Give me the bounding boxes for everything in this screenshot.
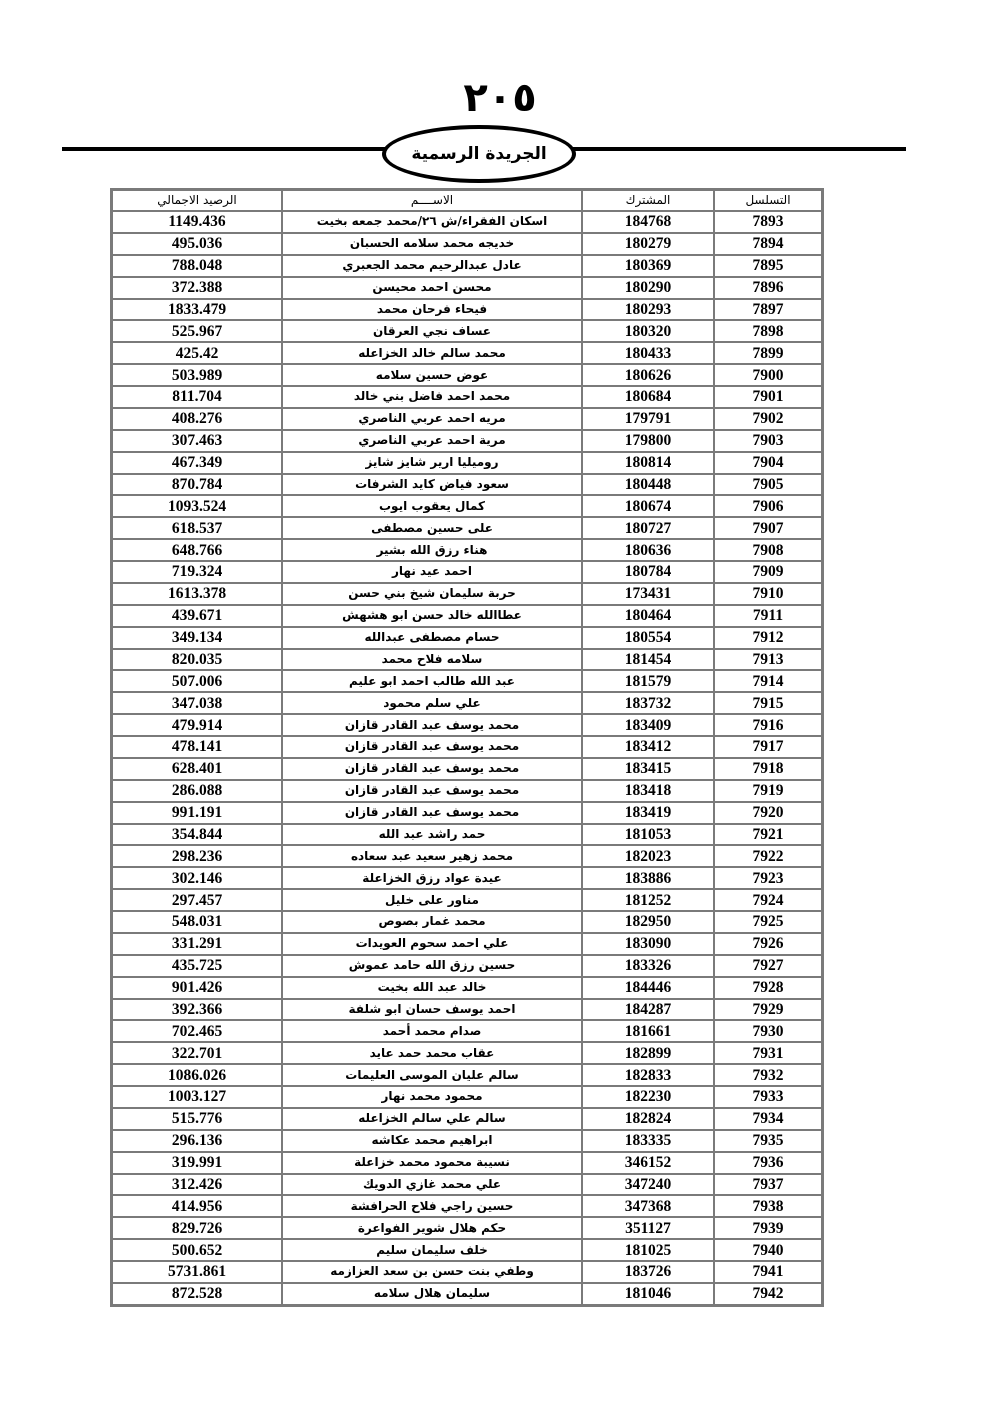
balance-cell: 788.048 bbox=[112, 255, 282, 277]
table-row bbox=[112, 692, 822, 714]
name-cell: احمد يوسف حسان ابو شلفة bbox=[282, 999, 582, 1021]
balance-cell: 354.844 bbox=[112, 824, 282, 846]
table-row bbox=[112, 408, 822, 430]
balance-cell: 467.349 bbox=[112, 452, 282, 474]
name-cell: محمد يوسف عبد القادر قازان bbox=[282, 736, 582, 758]
balance-cell: 1003.127 bbox=[112, 1086, 282, 1108]
table-row bbox=[112, 670, 822, 692]
name-cell: سلامه فلاح محمد bbox=[282, 649, 582, 671]
serial-cell: 7897 bbox=[714, 299, 822, 321]
name-cell: على حسين مصطفى bbox=[282, 517, 582, 539]
serial-cell: 7936 bbox=[714, 1152, 822, 1174]
name-cell: عساف نجي العرقان bbox=[282, 320, 582, 342]
balance-cell: 1149.436 bbox=[112, 211, 282, 233]
balance-cell: 618.537 bbox=[112, 517, 282, 539]
name-cell: نسيبة محمود محمد خزاعلة bbox=[282, 1152, 582, 1174]
name-cell: سعود فياض كايد الشرفات bbox=[282, 474, 582, 496]
subscriber-cell: 180684 bbox=[582, 386, 714, 408]
subscriber-cell: 181252 bbox=[582, 889, 714, 911]
serial-cell: 7930 bbox=[714, 1020, 822, 1042]
name-cell: فيحاء فرحان محمد bbox=[282, 299, 582, 321]
balance-cell: 991.191 bbox=[112, 802, 282, 824]
serial-cell: 7926 bbox=[714, 933, 822, 955]
table-row bbox=[112, 1195, 822, 1217]
table-row bbox=[112, 911, 822, 933]
balance-cell: 628.401 bbox=[112, 758, 282, 780]
table-body bbox=[112, 211, 822, 1305]
subscriber-cell: 184768 bbox=[582, 211, 714, 233]
subscriber-cell: 180279 bbox=[582, 233, 714, 255]
serial-cell: 7908 bbox=[714, 539, 822, 561]
subscriber-cell: 347368 bbox=[582, 1195, 714, 1217]
name-cell: اسكان الفقراء/ش ٢٦/محمد جمعه بخيت bbox=[282, 211, 582, 233]
balance-cell: 1093.524 bbox=[112, 495, 282, 517]
name-cell: حربة سليمان شيخ بني حسن bbox=[282, 583, 582, 605]
serial-cell: 7931 bbox=[714, 1042, 822, 1064]
balance-cell: 500.652 bbox=[112, 1239, 282, 1261]
name-cell: عطاالله خالد حسن ابو هشهش bbox=[282, 605, 582, 627]
balance-cell: 1086.026 bbox=[112, 1064, 282, 1086]
serial-cell: 7919 bbox=[714, 780, 822, 802]
table-row bbox=[112, 430, 822, 452]
serial-cell: 7918 bbox=[714, 758, 822, 780]
name-cell: حسين رزق الله حامد عموش bbox=[282, 955, 582, 977]
serial-cell: 7916 bbox=[714, 714, 822, 736]
table-row bbox=[112, 583, 822, 605]
subscriber-cell: 182023 bbox=[582, 845, 714, 867]
table-row bbox=[112, 474, 822, 496]
subscriber-cell: 182833 bbox=[582, 1064, 714, 1086]
balance-cell: 349.134 bbox=[112, 627, 282, 649]
subscriber-cell: 182824 bbox=[582, 1108, 714, 1130]
balance-cell: 5731.861 bbox=[112, 1261, 282, 1283]
name-cell: محمد سالم خالد الخزاعله bbox=[282, 342, 582, 364]
serial-cell: 7909 bbox=[714, 561, 822, 583]
subscriber-cell: 180636 bbox=[582, 539, 714, 561]
name-cell: عيدة عواد رزق الخزاعلة bbox=[282, 867, 582, 889]
table-row bbox=[112, 561, 822, 583]
table-row bbox=[112, 1239, 822, 1261]
balance-cell: 298.236 bbox=[112, 845, 282, 867]
name-cell: عادل عبدالرحيم محمد الجعبري bbox=[282, 255, 582, 277]
name-cell: كمال يعقوب ايوب bbox=[282, 495, 582, 517]
serial-cell: 7928 bbox=[714, 977, 822, 999]
balance-cell: 296.136 bbox=[112, 1130, 282, 1152]
balance-cell: 286.088 bbox=[112, 780, 282, 802]
table-row bbox=[112, 802, 822, 824]
subscriber-cell: 180290 bbox=[582, 277, 714, 299]
table-row bbox=[112, 539, 822, 561]
serial-cell: 7939 bbox=[714, 1217, 822, 1239]
name-cell: مرية احمد عربي الناصري bbox=[282, 430, 582, 452]
name-cell: عوض حسين سلامه bbox=[282, 364, 582, 386]
subscriber-cell: 183732 bbox=[582, 692, 714, 714]
name-cell: محمد يوسف عبد القادر قازان bbox=[282, 714, 582, 736]
serial-cell: 7906 bbox=[714, 495, 822, 517]
table-row bbox=[112, 320, 822, 342]
balance-cell: 372.388 bbox=[112, 277, 282, 299]
table-row bbox=[112, 452, 822, 474]
name-cell: حمد راشد عبد الله bbox=[282, 824, 582, 846]
serial-cell: 7925 bbox=[714, 911, 822, 933]
table-row bbox=[112, 1108, 822, 1130]
table-row bbox=[112, 758, 822, 780]
serial-cell: 7927 bbox=[714, 955, 822, 977]
balance-cell: 392.366 bbox=[112, 999, 282, 1021]
table-row bbox=[112, 1261, 822, 1283]
table-row bbox=[112, 824, 822, 846]
publication-title: الجريدة الرسمية bbox=[411, 144, 547, 164]
table-row bbox=[112, 649, 822, 671]
name-cell: حسين راجي فلاح الحرافشة bbox=[282, 1195, 582, 1217]
subscriber-cell: 180433 bbox=[582, 342, 714, 364]
subscriber-cell: 351127 bbox=[582, 1217, 714, 1239]
balance-cell: 319.991 bbox=[112, 1152, 282, 1174]
serial-cell: 7917 bbox=[714, 736, 822, 758]
name-cell: علي سلم محمود bbox=[282, 692, 582, 714]
balance-cell: 870.784 bbox=[112, 474, 282, 496]
balance-cell: 425.42 bbox=[112, 342, 282, 364]
subscriber-cell: 183326 bbox=[582, 955, 714, 977]
table-row bbox=[112, 845, 822, 867]
balance-cell: 1833.479 bbox=[112, 299, 282, 321]
table-row bbox=[112, 627, 822, 649]
subscriber-cell: 183419 bbox=[582, 802, 714, 824]
subscriber-cell: 180727 bbox=[582, 517, 714, 539]
column-header-subscriber: المشترك bbox=[582, 190, 714, 211]
name-cell: محمود محمد نهار bbox=[282, 1086, 582, 1108]
balance-cell: 515.776 bbox=[112, 1108, 282, 1130]
table-row bbox=[112, 999, 822, 1021]
name-cell: خالد عبد الله بخيت bbox=[282, 977, 582, 999]
balance-cell: 525.967 bbox=[112, 320, 282, 342]
subscriber-cell: 180464 bbox=[582, 605, 714, 627]
serial-cell: 7914 bbox=[714, 670, 822, 692]
name-cell: احمد عيد نهار bbox=[282, 561, 582, 583]
serial-cell: 7942 bbox=[714, 1283, 822, 1305]
subscriber-cell: 347240 bbox=[582, 1174, 714, 1196]
name-cell: صدام محمد أحمد bbox=[282, 1020, 582, 1042]
table-row bbox=[112, 736, 822, 758]
balance-cell: 439.671 bbox=[112, 605, 282, 627]
serial-cell: 7915 bbox=[714, 692, 822, 714]
table-row bbox=[112, 605, 822, 627]
balance-cell: 503.989 bbox=[112, 364, 282, 386]
subscriber-cell: 180448 bbox=[582, 474, 714, 496]
balance-cell: 312.426 bbox=[112, 1174, 282, 1196]
name-cell: مريه احمد عربي الناصري bbox=[282, 408, 582, 430]
name-cell: علي احمد سحوم العويدات bbox=[282, 933, 582, 955]
name-cell: محمد زهير سعيد عبد سعاده bbox=[282, 845, 582, 867]
subscriber-cell: 184446 bbox=[582, 977, 714, 999]
balance-cell: 901.426 bbox=[112, 977, 282, 999]
table-row bbox=[112, 342, 822, 364]
balance-cell: 479.914 bbox=[112, 714, 282, 736]
name-cell: محمد احمد فاضل بني خالد bbox=[282, 386, 582, 408]
serial-cell: 7905 bbox=[714, 474, 822, 496]
serial-cell: 7937 bbox=[714, 1174, 822, 1196]
table-row bbox=[112, 495, 822, 517]
serial-cell: 7898 bbox=[714, 320, 822, 342]
subscriber-cell: 183335 bbox=[582, 1130, 714, 1152]
subscriber-cell: 181454 bbox=[582, 649, 714, 671]
name-cell: محمد يوسف عبد القادر قازان bbox=[282, 802, 582, 824]
balances-table bbox=[110, 188, 824, 1307]
serial-cell: 7907 bbox=[714, 517, 822, 539]
serial-cell: 7938 bbox=[714, 1195, 822, 1217]
serial-cell: 7912 bbox=[714, 627, 822, 649]
serial-cell: 7900 bbox=[714, 364, 822, 386]
subscriber-cell: 179800 bbox=[582, 430, 714, 452]
page-number: ٢٠٥ bbox=[463, 75, 537, 121]
subscriber-cell: 183726 bbox=[582, 1261, 714, 1283]
serial-cell: 7904 bbox=[714, 452, 822, 474]
balance-cell: 648.766 bbox=[112, 539, 282, 561]
subscriber-cell: 183415 bbox=[582, 758, 714, 780]
table-row bbox=[112, 955, 822, 977]
name-cell: روميليا ارير شايز شايز bbox=[282, 452, 582, 474]
column-header-name: الاســــم bbox=[282, 190, 582, 211]
balance-cell: 414.956 bbox=[112, 1195, 282, 1217]
serial-cell: 7910 bbox=[714, 583, 822, 605]
balance-cell: 302.146 bbox=[112, 867, 282, 889]
name-cell: حكم هلال شوير الفواعرة bbox=[282, 1217, 582, 1239]
serial-cell: 7920 bbox=[714, 802, 822, 824]
subscriber-cell: 180674 bbox=[582, 495, 714, 517]
name-cell: حسام مصطفى عبدالله bbox=[282, 627, 582, 649]
serial-cell: 7929 bbox=[714, 999, 822, 1021]
subscriber-cell: 183412 bbox=[582, 736, 714, 758]
serial-cell: 7896 bbox=[714, 277, 822, 299]
table-row bbox=[112, 1217, 822, 1239]
subscriber-cell: 181053 bbox=[582, 824, 714, 846]
table-row bbox=[112, 977, 822, 999]
serial-cell: 7903 bbox=[714, 430, 822, 452]
subscriber-cell: 180369 bbox=[582, 255, 714, 277]
balance-cell: 307.463 bbox=[112, 430, 282, 452]
table-row bbox=[112, 277, 822, 299]
table-header-row bbox=[112, 190, 822, 211]
name-cell: هناء رزق الله بشير bbox=[282, 539, 582, 561]
column-header-total-balance: الرصيد الاجمالي bbox=[112, 190, 282, 211]
serial-cell: 7940 bbox=[714, 1239, 822, 1261]
balance-cell: 811.704 bbox=[112, 386, 282, 408]
serial-cell: 7935 bbox=[714, 1130, 822, 1152]
table-row bbox=[112, 364, 822, 386]
serial-cell: 7894 bbox=[714, 233, 822, 255]
name-cell: وطفي بنت حسن بن سعد العزازمه bbox=[282, 1261, 582, 1283]
serial-cell: 7893 bbox=[714, 211, 822, 233]
name-cell: عبد الله طالب احمد ابو عليم bbox=[282, 670, 582, 692]
balance-cell: 347.038 bbox=[112, 692, 282, 714]
subscriber-cell: 182230 bbox=[582, 1086, 714, 1108]
subscriber-cell: 180293 bbox=[582, 299, 714, 321]
table-row bbox=[112, 211, 822, 233]
subscriber-cell: 179791 bbox=[582, 408, 714, 430]
serial-cell: 7923 bbox=[714, 867, 822, 889]
balance-cell: 872.528 bbox=[112, 1283, 282, 1305]
serial-cell: 7899 bbox=[714, 342, 822, 364]
serial-cell: 7921 bbox=[714, 824, 822, 846]
balance-cell: 829.726 bbox=[112, 1217, 282, 1239]
serial-cell: 7934 bbox=[714, 1108, 822, 1130]
table-row bbox=[112, 255, 822, 277]
serial-cell: 7895 bbox=[714, 255, 822, 277]
subscriber-cell: 346152 bbox=[582, 1152, 714, 1174]
balance-cell: 408.276 bbox=[112, 408, 282, 430]
table-row bbox=[112, 933, 822, 955]
subscriber-cell: 181046 bbox=[582, 1283, 714, 1305]
table-row bbox=[112, 1152, 822, 1174]
subscriber-cell: 181579 bbox=[582, 670, 714, 692]
name-cell: محمد غمار بصوص bbox=[282, 911, 582, 933]
balance-cell: 820.035 bbox=[112, 649, 282, 671]
serial-cell: 7924 bbox=[714, 889, 822, 911]
balance-cell: 495.036 bbox=[112, 233, 282, 255]
subscriber-cell: 180784 bbox=[582, 561, 714, 583]
table-row bbox=[112, 1064, 822, 1086]
table-row bbox=[112, 867, 822, 889]
serial-cell: 7902 bbox=[714, 408, 822, 430]
table-row bbox=[112, 1086, 822, 1108]
subscriber-cell: 181025 bbox=[582, 1239, 714, 1261]
subscriber-cell: 180554 bbox=[582, 627, 714, 649]
subscriber-cell: 180814 bbox=[582, 452, 714, 474]
subscriber-cell: 184287 bbox=[582, 999, 714, 1021]
publication-title-oval bbox=[382, 125, 576, 183]
serial-cell: 7911 bbox=[714, 605, 822, 627]
serial-cell: 7913 bbox=[714, 649, 822, 671]
name-cell: محمد يوسف عبد القادر قازان bbox=[282, 780, 582, 802]
name-cell: سالم علي سالم الخزاعله bbox=[282, 1108, 582, 1130]
table-row bbox=[112, 299, 822, 321]
table-row bbox=[112, 1042, 822, 1064]
subscriber-cell: 180320 bbox=[582, 320, 714, 342]
name-cell: سالم عليان الموسى العليمات bbox=[282, 1064, 582, 1086]
table-row bbox=[112, 714, 822, 736]
table-row bbox=[112, 1020, 822, 1042]
table-row bbox=[112, 386, 822, 408]
table-row bbox=[112, 780, 822, 802]
name-cell: خديجه محمد سلامه الحسبان bbox=[282, 233, 582, 255]
balance-cell: 322.701 bbox=[112, 1042, 282, 1064]
balance-cell: 507.006 bbox=[112, 670, 282, 692]
name-cell: محسن احمد محيسن bbox=[282, 277, 582, 299]
serial-cell: 7941 bbox=[714, 1261, 822, 1283]
subscriber-cell: 173431 bbox=[582, 583, 714, 605]
subscriber-cell: 182950 bbox=[582, 911, 714, 933]
subscriber-cell: 183409 bbox=[582, 714, 714, 736]
balance-cell: 435.725 bbox=[112, 955, 282, 977]
subscriber-cell: 183886 bbox=[582, 867, 714, 889]
subscriber-cell: 183418 bbox=[582, 780, 714, 802]
serial-cell: 7932 bbox=[714, 1064, 822, 1086]
table-row bbox=[112, 517, 822, 539]
serial-cell: 7922 bbox=[714, 845, 822, 867]
table-row bbox=[112, 233, 822, 255]
name-cell: مناور على خليل bbox=[282, 889, 582, 911]
table-row bbox=[112, 1130, 822, 1152]
name-cell: سليمان هلال سلامه bbox=[282, 1283, 582, 1305]
subscriber-cell: 181661 bbox=[582, 1020, 714, 1042]
name-cell: عقاب محمد حمد عايد bbox=[282, 1042, 582, 1064]
table-row bbox=[112, 1174, 822, 1196]
serial-cell: 7933 bbox=[714, 1086, 822, 1108]
balance-cell: 297.457 bbox=[112, 889, 282, 911]
balance-cell: 478.141 bbox=[112, 736, 282, 758]
column-header-serial: التسلسل bbox=[714, 190, 822, 211]
subscriber-cell: 180626 bbox=[582, 364, 714, 386]
balance-cell: 331.291 bbox=[112, 933, 282, 955]
subscriber-cell: 182899 bbox=[582, 1042, 714, 1064]
table-row bbox=[112, 889, 822, 911]
balance-cell: 702.465 bbox=[112, 1020, 282, 1042]
name-cell: علي محمد غازي الدويك bbox=[282, 1174, 582, 1196]
balance-cell: 548.031 bbox=[112, 911, 282, 933]
balance-cell: 719.324 bbox=[112, 561, 282, 583]
table-row bbox=[112, 1283, 822, 1305]
name-cell: محمد يوسف عبد القادر قازان bbox=[282, 758, 582, 780]
subscriber-cell: 183090 bbox=[582, 933, 714, 955]
name-cell: خلف سليمان سليم bbox=[282, 1239, 582, 1261]
serial-cell: 7901 bbox=[714, 386, 822, 408]
balance-cell: 1613.378 bbox=[112, 583, 282, 605]
name-cell: ابراهيم محمد عكاشه bbox=[282, 1130, 582, 1152]
